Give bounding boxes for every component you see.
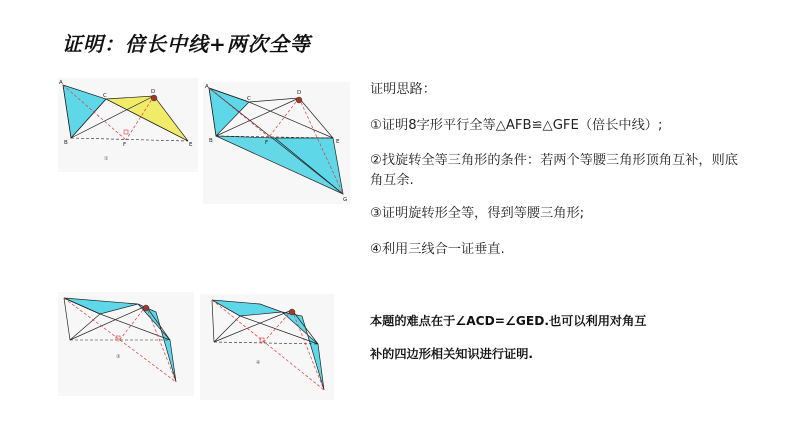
proof-step-3: ③证明旋转形全等，得到等腰三角形; — [370, 206, 585, 221]
proof-step-1: ①证明8字形平行全等△AFB≌△GFE（倍长中线）; — [370, 118, 663, 133]
label-f: F — [123, 142, 127, 148]
figure-4 — [200, 294, 334, 400]
proof-step-2: ②找旋转全等三角形的条件：若两个等腰三角形顶角互补，则底角互余. — [370, 153, 738, 188]
angle-mark-d — [151, 95, 157, 101]
figure-4-caption: ④ — [256, 360, 261, 366]
dashed-be — [71, 138, 188, 141]
label-c: C — [247, 96, 251, 102]
angle-mark-d — [296, 97, 302, 103]
proof-step-4: ④利用三线合一证垂直. — [370, 242, 505, 257]
figure-1-diagram — [58, 78, 198, 172]
right-angle-mark — [124, 130, 128, 134]
triangle-cde-yellow — [106, 96, 188, 141]
label-c: C — [103, 93, 107, 99]
figure-1-caption: ① — [104, 156, 109, 162]
cyan-region-right — [282, 312, 324, 390]
proof-step-2-block — [370, 151, 740, 191]
page-title: 证明：倍长中线+两次全等 — [62, 32, 311, 56]
label-a: A — [59, 80, 63, 86]
label-f: F — [265, 140, 269, 146]
difficulty-note-line-1: 本题的难点在于∠ACD=∠GED.也可以利用对角互 — [370, 314, 647, 328]
label-d: D — [151, 89, 156, 95]
angle-mark-d — [289, 309, 295, 315]
label-e: E — [189, 142, 193, 148]
label-a: A — [205, 84, 209, 90]
figure-2-diagram — [203, 82, 350, 204]
figure-3-diagram — [58, 292, 194, 396]
cyan-region-right — [138, 304, 176, 382]
difficulty-note-line-2: 补的四边形相关知识进行证明. — [370, 347, 534, 361]
figure-4-diagram — [200, 294, 334, 400]
figure-3-caption: ③ — [116, 354, 121, 360]
proof-heading: 证明思路： — [370, 82, 436, 97]
figure-1 — [58, 78, 198, 172]
figure-3 — [58, 292, 194, 396]
label-d: D — [297, 90, 302, 96]
label-b: B — [64, 140, 68, 146]
cyan-region-top — [64, 298, 138, 314]
figure-2 — [203, 82, 350, 204]
angle-mark-d — [143, 305, 149, 311]
label-g: G — [343, 197, 348, 203]
dashed-df — [269, 98, 299, 137]
cyan-region-top — [212, 300, 282, 316]
label-e: E — [336, 139, 340, 145]
label-b: B — [209, 138, 213, 144]
